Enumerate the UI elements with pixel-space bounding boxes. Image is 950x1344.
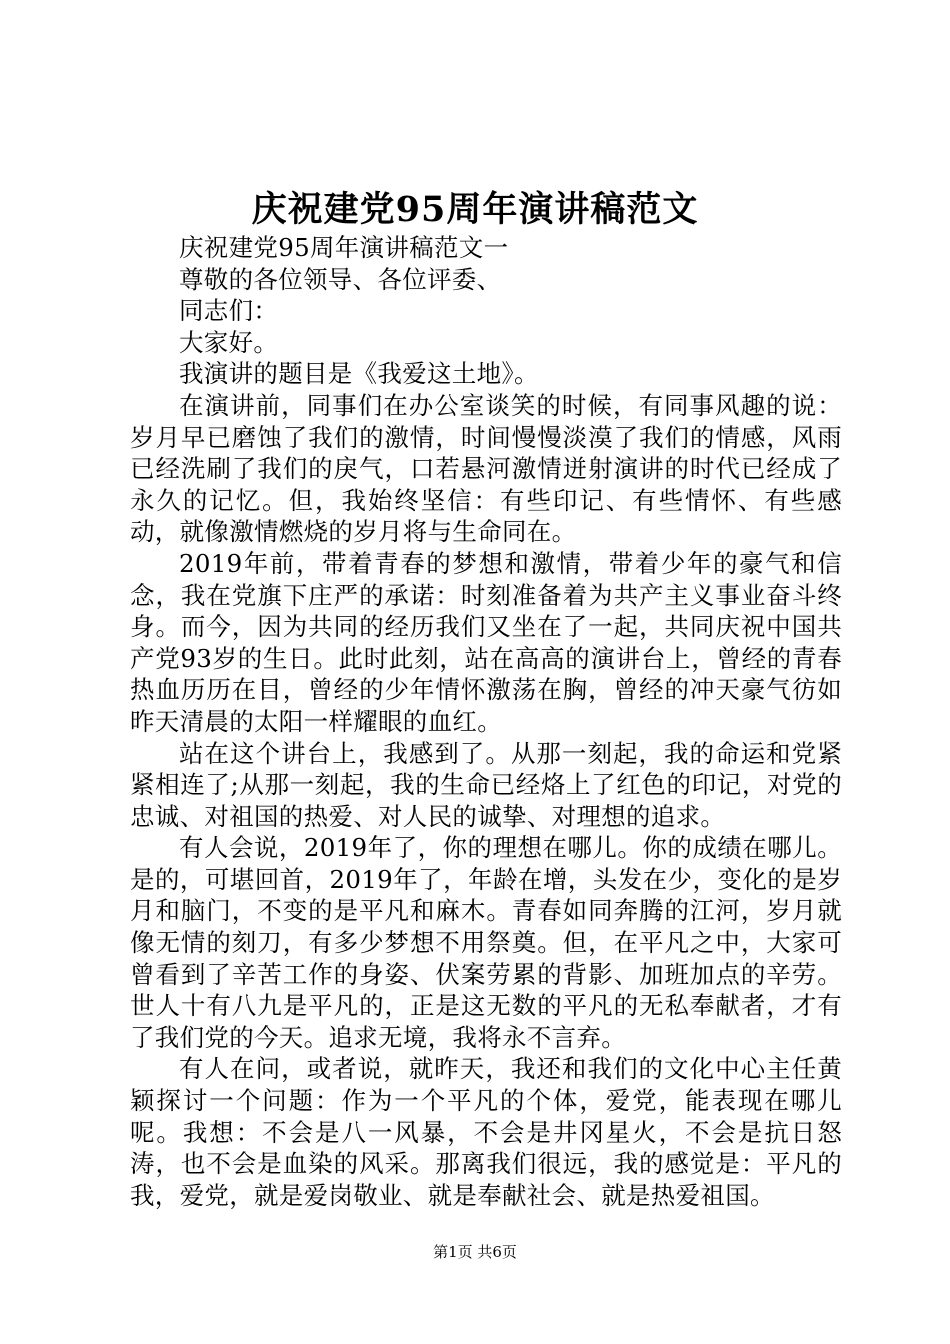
document-title: 庆祝建党95周年演讲稿范文 bbox=[251, 189, 699, 230]
body-paragraph: 有人会说，2019年了，你的理想在哪儿。你的成绩在哪儿。是的，可堪回首，2019年了，年龄在增，头发在少，变化的是岁月和脑门，不变的是平凡和麻木。青春如同奔腾的江河，岁月就像无情的刻刀，有多少梦想不用祭奠。但，在平凡之中，大家可曾看到了辛苦工作的身姿、伏案劳累的背影、加班加点的辛劳。世人十有八九是平凡的，正是这无数的平凡的无私奉献者，才有了我们党的今天。追求无境，我将永不言弃。 bbox=[130, 833, 842, 1052]
salutation-line: 尊敬的各位领导、各位评委、 bbox=[179, 264, 502, 294]
body-paragraph: 有人在问，或者说，就昨天，我还和我们的文化中心主任黄颖探讨一个问题：作为一个平凡的个体，爱党，能表现在哪儿呢。我想：不会是八一风暴，不会是井冈星火，不会是抗日怒涛，也不会是血染的风采。那离我们很远，我的感觉是：平凡的我，爱党，就是爱岗敬业、就是奉献社会、就是热爱祖国。 bbox=[130, 1054, 842, 1210]
topic-line: 我演讲的题目是《我爱这土地》。 bbox=[179, 359, 539, 389]
document-body bbox=[130, 232, 842, 1211]
body-paragraph: 在演讲前，同事们在办公室谈笑的时候，有同事风趣的说：岁月早已磨蚀了我们的激情，时间慢慢淡漠了我们的情感，风雨已经洗刷了我们的戾气，口若悬河激情迸射演讲的时代已经成了永久的记忆。但，我始终坚信：有些印记、有些情怀、有些感动，就像激情燃烧的岁月将与生命同在。 bbox=[130, 390, 842, 547]
section-heading: 庆祝建党95周年演讲稿范文一 bbox=[179, 233, 509, 262]
page-footer: 第1页 共6页 bbox=[433, 1243, 517, 1261]
greeting-line: 大家好。 bbox=[179, 327, 279, 357]
body-paragraph: 2019年前，带着青春的梦想和激情，带着少年的豪气和信念，我在党旗下庄严的承诺：时刻准备着为共产主义事业奋斗终身。而今，因为共同的经历我们又坐在了一起，共同庆祝中国共产党93岁的生日。此时此刻，站在高高的演讲台上，曾经的青春热血历历在目，曾经的少年情怀激荡在胸，曾经的冲天豪气彷如昨天清晨的太阳一样耀眼的血红。 bbox=[130, 548, 842, 736]
body-paragraph: 站在这个讲台上，我感到了。从那一刻起，我的命运和党紧紧相连了;从那一刻起，我的生命已经烙上了红色的印记，对党的忠诚、对祖国的热爱、对人民的诚挚、对理想的追求。 bbox=[130, 738, 842, 831]
salutation-line: 同志们： bbox=[179, 296, 279, 326]
